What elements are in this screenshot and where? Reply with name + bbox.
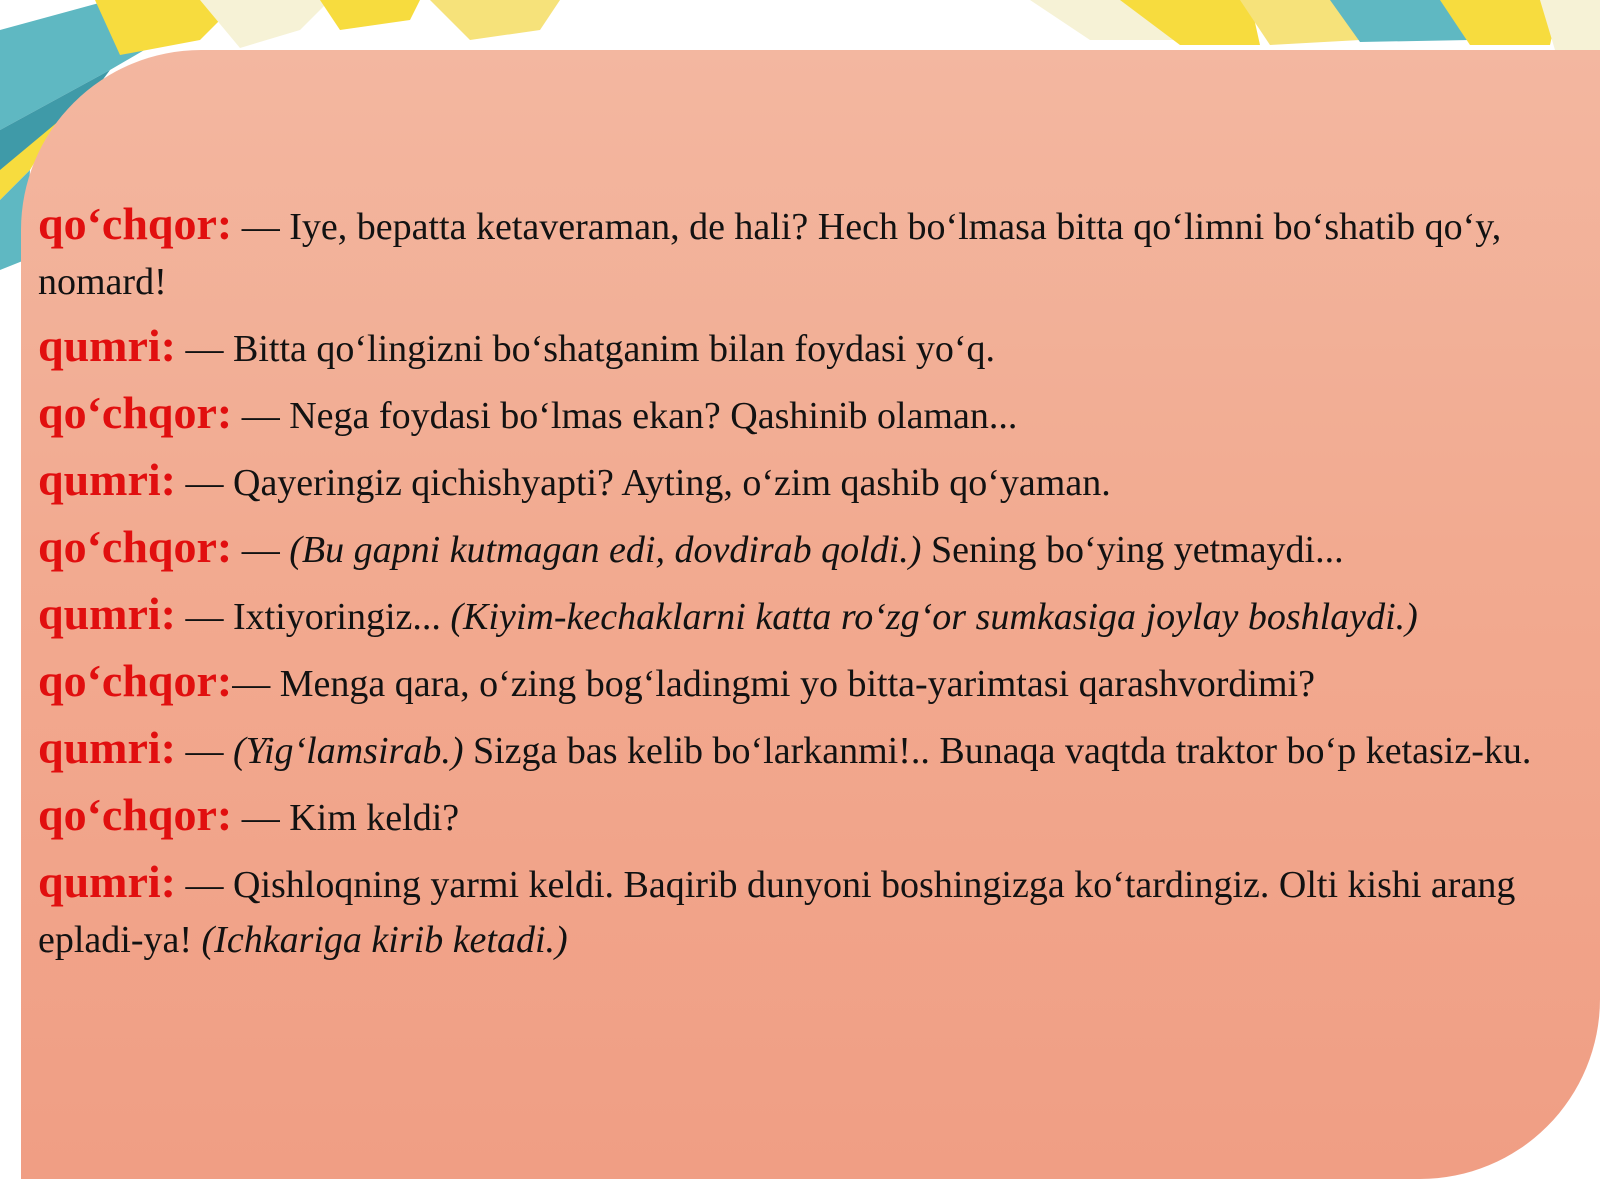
stage-direction: (Ichkariga kirib ketadi.) bbox=[201, 919, 568, 961]
dialogue-line bbox=[38, 854, 1583, 968]
speech-text: — Iye, bepatta ketaveraman, de hali? Hech bo‘lmasa bitta qo‘limni bo‘shatib qo‘y, nomard! bbox=[38, 206, 1502, 303]
speech-text: — bbox=[176, 730, 233, 772]
dialogue-line bbox=[38, 196, 1583, 310]
stage-direction: (Bu gapni kutmagan edi, dovdirab qoldi.) bbox=[289, 529, 922, 571]
dialogue-line bbox=[38, 720, 1583, 779]
stage-direction: (Kiyim-kechaklarni katta ro‘zg‘or sumkasiga joylay boshlaydi.) bbox=[450, 596, 1418, 638]
speech-text: — Bitta qo‘lingizni bo‘shatganim bilan foydasi yo‘q. bbox=[176, 328, 995, 370]
speech-text: — Nega foydasi bo‘lmas ekan? Qashinib olaman... bbox=[232, 395, 1018, 437]
speaker-label: qumri: bbox=[38, 320, 176, 371]
speech-text: — Ixtiyoringiz... bbox=[176, 596, 451, 638]
dialogue-line bbox=[38, 586, 1583, 645]
speaker-label: qo‘chqor: bbox=[38, 655, 233, 706]
speech-text: — Menga qara, o‘zing bog‘ladingmi yo bitta-yarimtasi qarashvordimi? bbox=[232, 663, 1315, 705]
speaker-label: qo‘chqor: bbox=[38, 521, 233, 572]
speech-text: — Kim keldi? bbox=[232, 797, 460, 839]
speech-text: Sizga bas kelib bo‘larkanmi!.. Bunaqa vaqtda traktor bo‘p ketasiz-ku. bbox=[463, 730, 1532, 772]
dialogue-line bbox=[38, 519, 1583, 578]
dialogue-line bbox=[38, 452, 1583, 511]
speaker-label: qo‘chqor: bbox=[38, 789, 233, 840]
speech-text: — Qishloqning yarmi keldi. Baqirib dunyoni boshingizga ko‘tardingiz. Olti kishi arang epladi-ya! bbox=[38, 864, 1516, 961]
stage-direction: (Yig‘lamsirab.) bbox=[233, 730, 464, 772]
speaker-label: qumri: bbox=[38, 454, 176, 505]
speaker-label: qumri: bbox=[38, 856, 176, 907]
dialogue-list bbox=[38, 196, 1583, 976]
dialogue-line bbox=[38, 787, 1583, 846]
speech-text: Sening bo‘ying yetmaydi... bbox=[921, 529, 1344, 571]
dialogue-line bbox=[38, 653, 1583, 712]
speaker-label: qumri: bbox=[38, 722, 176, 773]
books-top-right-icon bbox=[1030, 0, 1600, 50]
speech-text: — bbox=[232, 529, 290, 571]
speaker-label: qo‘chqor: bbox=[38, 198, 233, 249]
speaker-label: qumri: bbox=[38, 588, 176, 639]
dialogue-line bbox=[38, 385, 1583, 444]
speech-text: — Qayeringiz qichishyapti? Ayting, o‘zim qashib qo‘yaman. bbox=[176, 462, 1111, 504]
dialogue-line bbox=[38, 318, 1583, 377]
speaker-label: qo‘chqor: bbox=[38, 387, 233, 438]
